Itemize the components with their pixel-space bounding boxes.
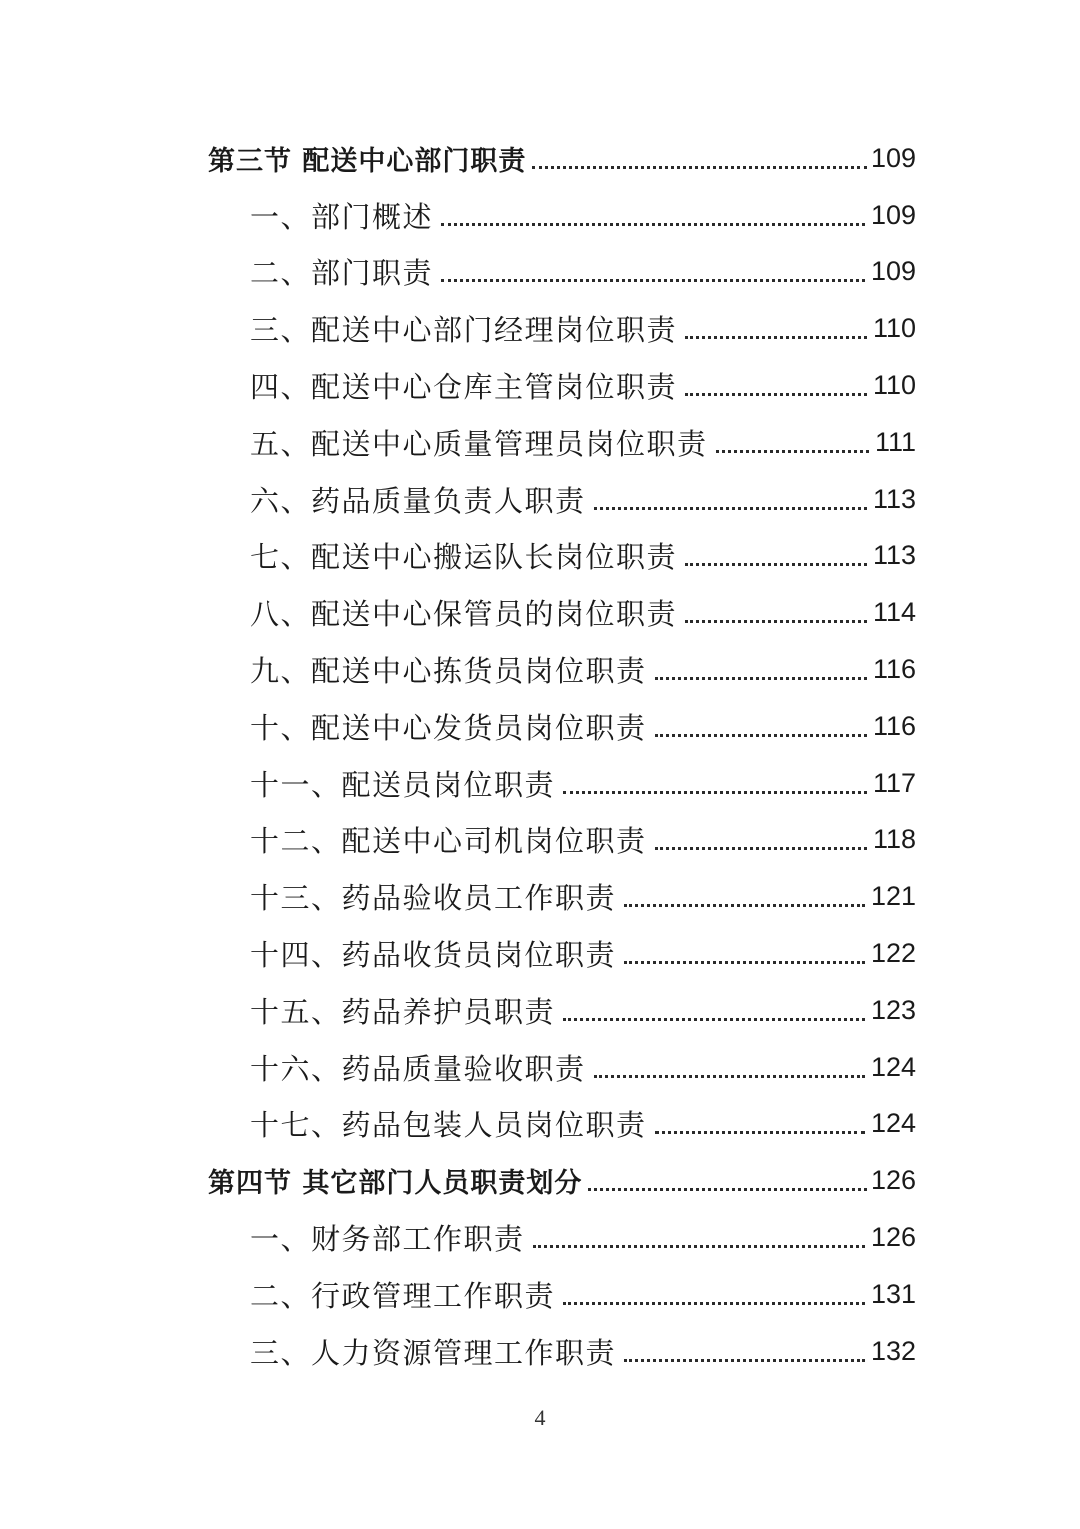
toc-item-entry[interactable] bbox=[0, 357, 1080, 414]
toc-entry-title: 二、行政管理工作职责 bbox=[250, 1278, 556, 1313]
toc-dot-leader bbox=[594, 1075, 865, 1078]
toc-section-entry[interactable] bbox=[0, 130, 1080, 187]
toc-entry-page: 113 bbox=[872, 483, 916, 514]
toc-entry-title: 第三节 配送中心部门职责 bbox=[208, 145, 527, 177]
toc-entry-page: 126 bbox=[870, 1222, 916, 1253]
toc-entry-page: 114 bbox=[872, 597, 916, 628]
toc-entry-title: 三、配送中心部门经理岗位职责 bbox=[250, 313, 678, 348]
toc-item-entry[interactable] bbox=[0, 528, 1080, 585]
page-number: 4 bbox=[534, 1405, 546, 1430]
toc-item-entry[interactable] bbox=[0, 1096, 1080, 1153]
toc-entry-title: 九、配送中心拣货员岗位职责 bbox=[250, 654, 647, 689]
toc-item-entry[interactable] bbox=[0, 641, 1080, 698]
toc-entry-page: 111 bbox=[874, 426, 916, 457]
toc-dot-leader bbox=[716, 450, 869, 453]
toc-entry-page: 122 bbox=[870, 938, 916, 969]
toc-entry-page: 124 bbox=[870, 1108, 916, 1139]
toc-item-entry[interactable] bbox=[0, 244, 1080, 301]
toc-dot-leader bbox=[594, 507, 867, 510]
toc-entry-page: 131 bbox=[870, 1278, 916, 1309]
toc-item-entry[interactable] bbox=[0, 868, 1080, 925]
toc-entry-title: 十四、药品收货员岗位职责 bbox=[250, 938, 617, 973]
toc-dot-leader bbox=[685, 336, 867, 339]
toc-dot-leader bbox=[624, 961, 865, 964]
toc-dot-leader bbox=[624, 1359, 865, 1362]
toc-dot-leader bbox=[588, 1188, 867, 1191]
toc-dot-leader bbox=[441, 279, 865, 282]
toc-entry-title: 十二、配送中心司机岗位职责 bbox=[250, 824, 647, 859]
toc-dot-leader bbox=[685, 563, 867, 566]
toc-item-entry[interactable] bbox=[0, 925, 1080, 982]
toc-entry-title: 五、配送中心质量管理员岗位职责 bbox=[250, 426, 708, 461]
toc-dot-leader bbox=[655, 734, 867, 737]
toc-entry-title: 三、人力资源管理工作职责 bbox=[250, 1335, 617, 1370]
toc-entry-page: 116 bbox=[872, 710, 916, 741]
toc-dot-leader bbox=[563, 1302, 865, 1305]
toc-entry-page: 113 bbox=[872, 540, 916, 571]
toc-entry-title: 十三、药品验收员工作职责 bbox=[250, 881, 617, 916]
toc-entry-page: 118 bbox=[872, 824, 916, 855]
toc-entry-title: 一、部门概述 bbox=[250, 199, 434, 234]
toc-entry-page: 123 bbox=[870, 994, 916, 1025]
toc-section-entry[interactable] bbox=[0, 1152, 1080, 1209]
toc-entry-title: 七、配送中心搬运队长岗位职责 bbox=[250, 540, 678, 575]
toc-entry-page: 124 bbox=[870, 1051, 916, 1082]
toc-dot-leader bbox=[685, 393, 867, 396]
toc-dot-leader bbox=[563, 791, 867, 794]
toc-entry-title: 十六、药品质量验收职责 bbox=[250, 1051, 586, 1086]
toc-entry-title: 八、配送中心保管员的岗位职责 bbox=[250, 597, 678, 632]
toc-item-entry[interactable] bbox=[0, 755, 1080, 812]
toc-entry-page: 110 bbox=[872, 313, 916, 344]
toc-dot-leader bbox=[533, 1245, 865, 1248]
toc-item-entry[interactable] bbox=[0, 1209, 1080, 1266]
toc-item-entry[interactable] bbox=[0, 187, 1080, 244]
toc-entry-title: 六、药品质量负责人职责 bbox=[250, 483, 586, 518]
toc-item-entry[interactable] bbox=[0, 1323, 1080, 1380]
toc-entry-title: 一、财务部工作职责 bbox=[250, 1222, 525, 1257]
toc-dot-leader bbox=[441, 223, 865, 226]
toc-item-entry[interactable] bbox=[0, 1266, 1080, 1323]
toc-dot-leader bbox=[655, 677, 867, 680]
toc-dot-leader bbox=[532, 166, 867, 169]
toc-item-entry[interactable] bbox=[0, 414, 1080, 471]
toc-entry-page: 126 bbox=[870, 1165, 916, 1196]
toc-dot-leader bbox=[685, 620, 867, 623]
toc-entry-page: 109 bbox=[870, 199, 916, 230]
toc-entry-page: 132 bbox=[870, 1335, 916, 1366]
toc-entry-title: 第四节 其它部门人员职责划分 bbox=[208, 1168, 583, 1200]
toc-entry-page: 116 bbox=[872, 654, 916, 685]
toc-item-entry[interactable] bbox=[0, 471, 1080, 528]
toc-dot-leader bbox=[655, 1131, 865, 1134]
toc-item-entry[interactable] bbox=[0, 1039, 1080, 1096]
toc-entry-title: 十、配送中心发货员岗位职责 bbox=[250, 710, 647, 745]
toc-item-entry[interactable] bbox=[0, 300, 1080, 357]
toc-entry-title: 十七、药品包装人员岗位职责 bbox=[250, 1108, 647, 1143]
toc-entry-page: 117 bbox=[872, 767, 916, 798]
toc-entry-title: 四、配送中心仓库主管岗位职责 bbox=[250, 370, 678, 405]
toc-dot-leader bbox=[655, 847, 867, 850]
toc-entry-page: 121 bbox=[870, 881, 916, 912]
toc-entry-title: 十五、药品养护员职责 bbox=[250, 994, 556, 1029]
toc-entry-page: 109 bbox=[870, 256, 916, 287]
toc-entry-title: 二、部门职责 bbox=[250, 256, 434, 291]
toc-item-entry[interactable] bbox=[0, 584, 1080, 641]
toc-entry-title: 十一、配送员岗位职责 bbox=[250, 767, 556, 802]
toc-entry-page: 110 bbox=[872, 370, 916, 401]
toc-dot-leader bbox=[624, 904, 865, 907]
toc-dot-leader bbox=[563, 1018, 865, 1021]
toc-item-entry[interactable] bbox=[0, 698, 1080, 755]
toc-item-entry[interactable] bbox=[0, 812, 1080, 869]
toc-entry-page: 109 bbox=[870, 142, 916, 173]
table-of-contents bbox=[0, 130, 1080, 1380]
toc-item-entry[interactable] bbox=[0, 982, 1080, 1039]
